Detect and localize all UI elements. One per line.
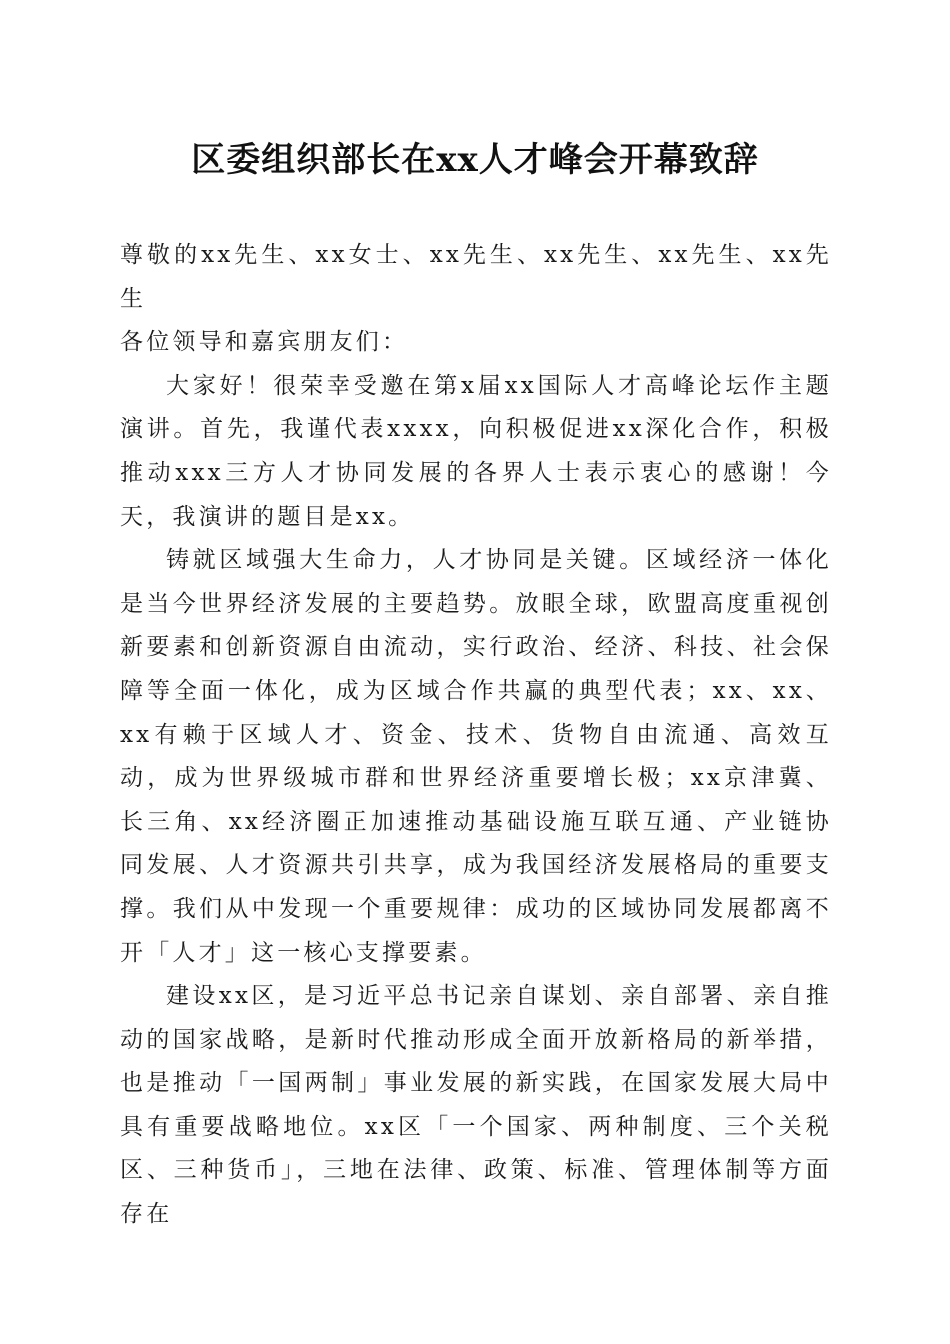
paragraph-regional-talent: 铸就区域强大生命力，人才协同是关键。区域经济一体化是当今世界经济发展的主要趋势。放眼全球，欧盟高度重视创新要素和创新资源自由流动，实行政治、经济、科技、社会保障等全面一体化，成为区域合作共赢的典型代表；xx、xx、xx有赖于区域人才、资金、技术、货物自由流通、高效互动，成为世界级城市群和世界经济重要增长极；xx京津冀、长三角、xx经济圈正加速推动基础设施互联互通、产业链协同发展、人才资源共引共享，成为我国经济发展格局的重要支撑。我们从中发现一个重要规律：成功的区域协同发展都离不开「人才」这一核心支撑要素。 bbox=[120, 547, 832, 966]
paragraph-greeting: 大家好！很荣幸受邀在第x届xx国际人才高峰论坛作主题演讲。首先，我谨代表xxxx，向积极促进xx深化合作，积极推动xxx三方人才协同发展的各界人士表示衷心的感谢！今天，我演讲的题目是xx。 bbox=[120, 372, 832, 530]
document-title: 区委组织部长在xx人才峰会开幕致辞 bbox=[191, 140, 759, 180]
document-body bbox=[120, 234, 832, 1237]
paragraph-national-strategy: 建设xx区，是习近平总书记亲自谋划、亲自部署、亲自推动的国家战略，是新时代推动形成全面开放新格局的新举措，也是推动「一国两制」事业发展的新实践，在国家发展大局中具有重要战略地位。xx区「一个国家、两种制度、三个关税区、三种货币」，三地在法律、政策、标准、管理体制等方面存在 bbox=[120, 983, 832, 1228]
salutation-line-2: 各位领导和嘉宾朋友们： bbox=[120, 329, 409, 356]
salutation-line-1: 尊敬的xx先生、xx女士、xx先生、xx先生、xx先生、xx先生 bbox=[120, 242, 832, 312]
